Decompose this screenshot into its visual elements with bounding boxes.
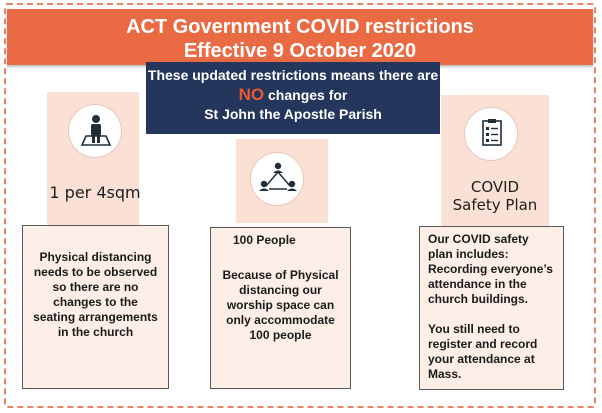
people-network-icon (251, 153, 305, 207)
safety-plan-label (441, 178, 549, 214)
safety-plan-label-line1: COVID (470, 178, 520, 196)
banner-title: ACT Government COVID restrictions (126, 16, 474, 38)
safety-plan-text-1: Our COVID safety plan includes: Recording everyone’s attendance in the church buildings. (428, 232, 553, 306)
capacity-text: Because of Physical distancing our worship space can only accommodate 100 people (222, 268, 339, 342)
clipboard-icon (465, 108, 519, 162)
safety-plan-icon-circle (464, 107, 518, 161)
safety-plan-text-2: You still need to register and record your attendance at Mass. (428, 322, 538, 381)
capacity-icon-circle (250, 152, 304, 206)
capacity-text-box (210, 227, 351, 389)
notice-line3: St John the Apostle Parish (204, 106, 382, 122)
distancing-text-box (22, 225, 169, 389)
notice-emphasis: NO (238, 85, 265, 104)
banner-date: Effective 9 October 2020 (183, 40, 417, 62)
notice-line2 (146, 85, 440, 105)
distancing-text: Physical distancing needs to be observed so there are no changes to the seating arrangements in the church (33, 250, 158, 339)
safety-plan-text-box (419, 226, 564, 390)
person-standing-square-icon (69, 105, 123, 159)
capacity-heading: 100 People (233, 233, 296, 247)
title-banner (7, 9, 593, 65)
notice-line2-suffix: changes for (264, 87, 348, 103)
notice-box (146, 62, 440, 134)
safety-plan-label-line2: Safety Plan (452, 196, 538, 214)
distancing-icon-circle (68, 104, 122, 158)
distancing-label: 1 per 4sqm (49, 183, 141, 202)
notice-line1: These updated restrictions means there are (147, 67, 439, 83)
